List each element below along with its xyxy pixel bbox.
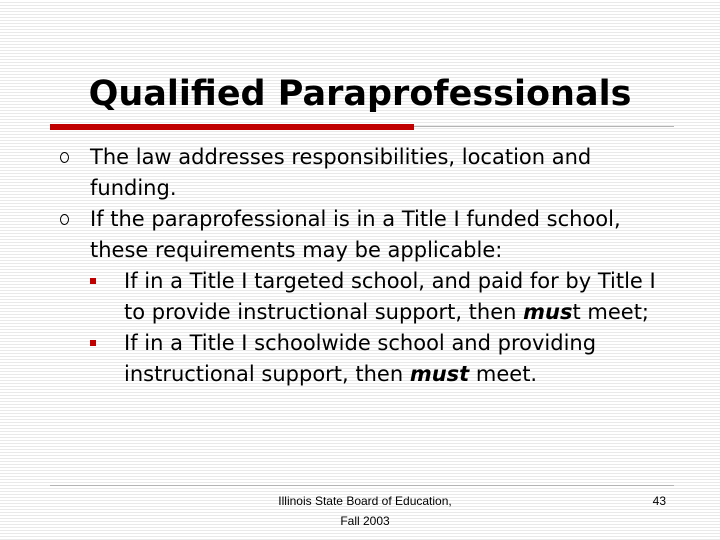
slide-content <box>60 142 680 390</box>
emphasis-text: must <box>409 362 470 386</box>
hollow-bullet-icon <box>60 152 69 163</box>
bullet-text: The law addresses responsibilities, location and funding. <box>90 145 592 200</box>
slide-title: Qualified Paraprofessionals <box>88 74 632 114</box>
bullet-item <box>60 204 680 390</box>
title-accent-rule <box>50 124 414 130</box>
sub-bullet-item <box>90 266 680 328</box>
square-bullet-icon <box>90 340 96 346</box>
footer-line-2: Fall 2003 <box>340 514 390 528</box>
bullet-item <box>60 142 680 204</box>
bullet-text: If the paraprofessional is in a Title I funded school, these requirements may be applicable: <box>90 207 621 262</box>
sub-bullet-text: t meet; <box>572 300 649 324</box>
sub-bullet-text: If in a Title I schoolwide school and providing instructional support, then <box>124 331 597 386</box>
sub-bullet-text: meet. <box>469 362 538 386</box>
emphasis-text: mus <box>523 300 573 324</box>
title-divider-rule <box>414 126 674 127</box>
square-bullet-icon <box>90 278 96 284</box>
sub-bullet-list <box>90 266 680 390</box>
footer-divider-rule <box>50 485 674 486</box>
sub-bullet-text: If in a Title I targeted school, and paid for by Title I to provide instructional support, then <box>124 269 656 324</box>
sub-bullet-item <box>90 328 680 390</box>
page-number: 43 <box>652 494 666 508</box>
footer-source <box>215 491 515 531</box>
footer-line-1: Illinois State Board of Education, <box>278 494 452 508</box>
hollow-bullet-icon <box>60 214 69 225</box>
